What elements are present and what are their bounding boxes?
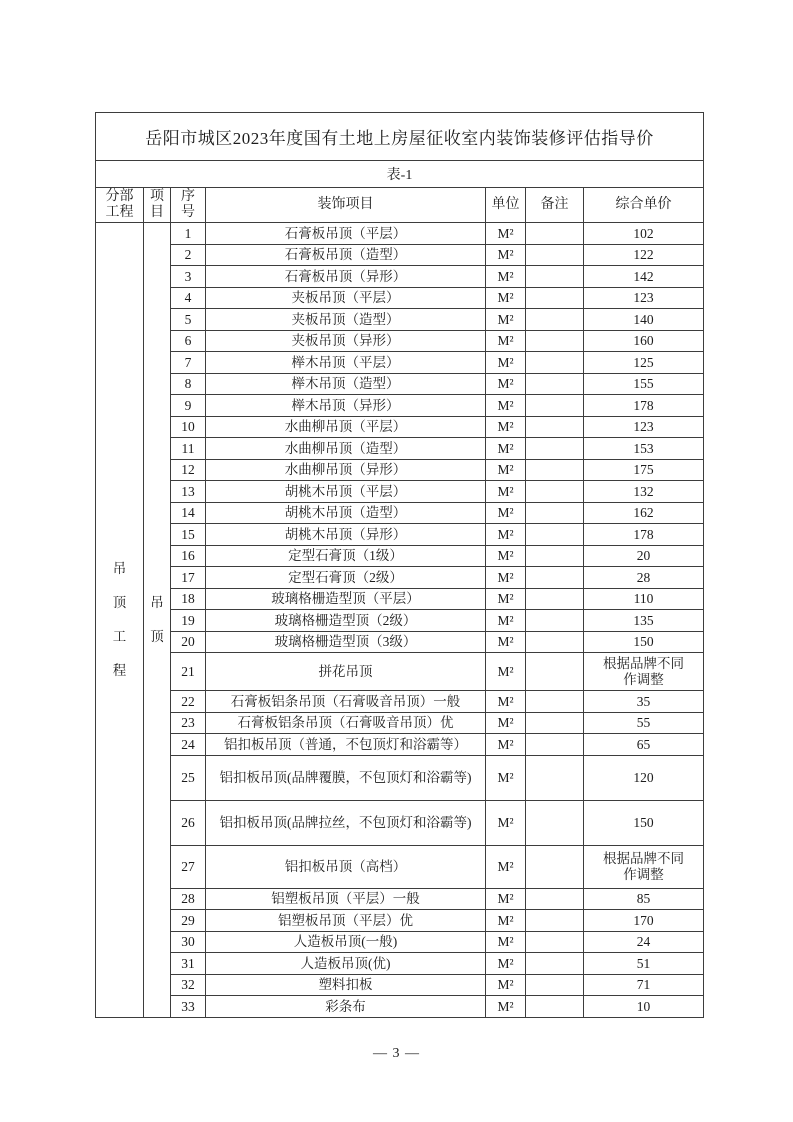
row-item-name: 胡桃木吊顶（平层）: [206, 481, 486, 503]
row-serial: 13: [171, 481, 206, 503]
row-item-name: 定型石膏顶（2级）: [206, 567, 486, 589]
table-label-row: [96, 161, 704, 188]
header-remark: [526, 188, 584, 223]
table-row: [96, 416, 704, 438]
table-row: [96, 588, 704, 610]
row-item-name: 玻璃格栅造型顶（3级）: [206, 631, 486, 653]
row-price: 132: [584, 481, 704, 503]
header-remark-label: 备注: [540, 197, 569, 212]
row-item-name: 石膏板吊顶（平层）: [206, 223, 486, 245]
row-price: 162: [584, 502, 704, 524]
table-row: [96, 800, 704, 845]
header-price-label: 综合单价: [615, 197, 672, 212]
row-item-name: 夹板吊顶（造型）: [206, 309, 486, 331]
row-price: 20: [584, 545, 704, 567]
row-price: 150: [584, 631, 704, 653]
row-serial: 32: [171, 974, 206, 996]
row-price-note: 根据品牌不同作调整: [603, 655, 685, 687]
row-unit: M²: [486, 653, 526, 691]
row-remark: [526, 373, 584, 395]
row-serial: 17: [171, 567, 206, 589]
table-row: [96, 996, 704, 1018]
row-price: [584, 653, 704, 691]
row-remark: [526, 502, 584, 524]
row-remark: [526, 309, 584, 331]
document-title: 岳阳市城区2023年度国有土地上房屋征收室内装饰装修评估指导价: [96, 113, 704, 161]
row-unit: M²: [486, 223, 526, 245]
row-price: 123: [584, 416, 704, 438]
row-serial: 16: [171, 545, 206, 567]
row-remark: [526, 330, 584, 352]
row-price: 155: [584, 373, 704, 395]
row-unit: M²: [486, 287, 526, 309]
row-item-name: 铝扣板吊顶（高档）: [206, 845, 486, 888]
table-label: 表-1: [96, 161, 704, 188]
row-serial: 1: [171, 223, 206, 245]
row-item-name: 水曲柳吊顶（造型）: [206, 438, 486, 460]
row-price-note: 根据品牌不同作调整: [603, 850, 685, 882]
row-unit: M²: [486, 931, 526, 953]
row-price: 140: [584, 309, 704, 331]
row-price: 170: [584, 910, 704, 932]
row-item-name: 铝塑板吊顶（平层）优: [206, 910, 486, 932]
row-item-name: 拼花吊顶: [206, 653, 486, 691]
row-serial: 25: [171, 755, 206, 800]
table-row: [96, 395, 704, 417]
row-price: 178: [584, 524, 704, 546]
row-item-name: 塑料扣板: [206, 974, 486, 996]
row-serial: 10: [171, 416, 206, 438]
table-row: [96, 223, 704, 245]
row-unit: M²: [486, 755, 526, 800]
row-item-name: 石膏板铝条吊顶（石膏吸音吊顶）优: [206, 712, 486, 734]
row-remark: [526, 910, 584, 932]
table-row: [96, 691, 704, 713]
row-unit: M²: [486, 691, 526, 713]
header-item: [206, 188, 486, 223]
table-row: [96, 266, 704, 288]
row-unit: M²: [486, 309, 526, 331]
row-unit: M²: [486, 545, 526, 567]
row-serial: 23: [171, 712, 206, 734]
header-division-label: 分部工程: [105, 189, 134, 220]
row-unit: M²: [486, 800, 526, 845]
row-price: 120: [584, 755, 704, 800]
row-remark: [526, 653, 584, 691]
table-row: [96, 712, 704, 734]
row-unit: M²: [486, 588, 526, 610]
row-unit: M²: [486, 996, 526, 1018]
row-unit: M²: [486, 438, 526, 460]
row-serial: 8: [171, 373, 206, 395]
row-unit: M²: [486, 712, 526, 734]
row-remark: [526, 524, 584, 546]
row-remark: [526, 974, 584, 996]
row-serial: 6: [171, 330, 206, 352]
row-remark: [526, 996, 584, 1018]
table-row: [96, 309, 704, 331]
row-remark: [526, 588, 584, 610]
row-item-name: 人造板吊顶(一般): [206, 931, 486, 953]
table-row: [96, 610, 704, 632]
row-price: 153: [584, 438, 704, 460]
table-row: [96, 524, 704, 546]
row-serial: 18: [171, 588, 206, 610]
table-row: [96, 438, 704, 460]
row-remark: [526, 287, 584, 309]
row-serial: 9: [171, 395, 206, 417]
table-header-row: [96, 188, 704, 223]
header-serial-label: 序号: [181, 189, 195, 220]
row-remark: [526, 631, 584, 653]
row-remark: [526, 266, 584, 288]
row-remark: [526, 352, 584, 374]
header-project: [144, 188, 171, 223]
table-row: [96, 330, 704, 352]
header-item-label: 装饰项目: [317, 197, 374, 212]
row-item-name: 石膏板吊顶（异形）: [206, 266, 486, 288]
row-price: 35: [584, 691, 704, 713]
row-item-name: 石膏板吊顶（造型）: [206, 244, 486, 266]
row-serial: 15: [171, 524, 206, 546]
header-serial: [171, 188, 206, 223]
row-item-name: 铝扣板吊顶（普通，不包顶灯和浴霸等）: [206, 734, 486, 756]
row-unit: M²: [486, 845, 526, 888]
header-project-label: 项目: [150, 189, 164, 220]
row-price: 125: [584, 352, 704, 374]
row-item-name: 彩条布: [206, 996, 486, 1018]
row-serial: 5: [171, 309, 206, 331]
row-serial: 24: [171, 734, 206, 756]
row-unit: M²: [486, 974, 526, 996]
row-item-name: 铝扣板吊顶(品牌覆膜，不包顶灯和浴霸等): [206, 755, 486, 800]
row-unit: M²: [486, 352, 526, 374]
row-price: 71: [584, 974, 704, 996]
row-item-name: 水曲柳吊顶（异形）: [206, 459, 486, 481]
price-table: [95, 112, 704, 1018]
table-row: [96, 974, 704, 996]
table-row: [96, 755, 704, 800]
row-item-name: 胡桃木吊顶（造型）: [206, 502, 486, 524]
row-serial: 29: [171, 910, 206, 932]
page-number: — 3 —: [373, 1046, 420, 1061]
row-unit: M²: [486, 567, 526, 589]
table-row: [96, 734, 704, 756]
row-remark: [526, 755, 584, 800]
row-price: 178: [584, 395, 704, 417]
row-item-name: 玻璃格栅造型顶（平层）: [206, 588, 486, 610]
row-unit: M²: [486, 395, 526, 417]
row-item-name: 铝塑板吊顶（平层）一般: [206, 888, 486, 910]
row-item-name: 胡桃木吊顶（异形）: [206, 524, 486, 546]
division-group-cell: [96, 223, 144, 1018]
row-item-name: 石膏板铝条吊顶（石膏吸音吊顶）一般: [206, 691, 486, 713]
header-unit: [486, 188, 526, 223]
table-row: [96, 888, 704, 910]
row-remark: [526, 845, 584, 888]
row-remark: [526, 416, 584, 438]
row-remark: [526, 223, 584, 245]
row-remark: [526, 395, 584, 417]
row-serial: 11: [171, 438, 206, 460]
row-unit: M²: [486, 416, 526, 438]
row-unit: M²: [486, 524, 526, 546]
row-item-name: 定型石膏顶（1级）: [206, 545, 486, 567]
row-remark: [526, 953, 584, 975]
row-serial: 28: [171, 888, 206, 910]
header-unit-label: 单位: [491, 197, 520, 212]
row-unit: M²: [486, 502, 526, 524]
row-price: 24: [584, 931, 704, 953]
row-remark: [526, 567, 584, 589]
row-serial: 20: [171, 631, 206, 653]
row-unit: M²: [486, 610, 526, 632]
row-remark: [526, 888, 584, 910]
row-item-name: 夹板吊顶（平层）: [206, 287, 486, 309]
row-item-name: 人造板吊顶(优): [206, 953, 486, 975]
row-item-name: 榉木吊顶（异形）: [206, 395, 486, 417]
row-unit: M²: [486, 330, 526, 352]
row-serial: 33: [171, 996, 206, 1018]
table-row: [96, 910, 704, 932]
row-unit: M²: [486, 734, 526, 756]
row-serial: 19: [171, 610, 206, 632]
header-price: [584, 188, 704, 223]
row-serial: 7: [171, 352, 206, 374]
row-unit: M²: [486, 888, 526, 910]
row-price: 110: [584, 588, 704, 610]
row-price: 51: [584, 953, 704, 975]
row-unit: M²: [486, 266, 526, 288]
row-serial: 27: [171, 845, 206, 888]
table-row: [96, 481, 704, 503]
row-price: 160: [584, 330, 704, 352]
table-row: [96, 631, 704, 653]
row-serial: 2: [171, 244, 206, 266]
table-row: [96, 953, 704, 975]
row-serial: 21: [171, 653, 206, 691]
row-unit: M²: [486, 373, 526, 395]
row-remark: [526, 481, 584, 503]
row-unit: M²: [486, 631, 526, 653]
row-price: 150: [584, 800, 704, 845]
table-row: [96, 545, 704, 567]
row-remark: [526, 438, 584, 460]
table-row: [96, 287, 704, 309]
row-unit: M²: [486, 459, 526, 481]
row-item-name: 玻璃格栅造型顶（2级）: [206, 610, 486, 632]
table-row: [96, 653, 704, 691]
row-remark: [526, 459, 584, 481]
row-serial: 14: [171, 502, 206, 524]
row-price: 102: [584, 223, 704, 245]
row-serial: 4: [171, 287, 206, 309]
row-serial: 3: [171, 266, 206, 288]
row-price: [584, 845, 704, 888]
row-unit: M²: [486, 953, 526, 975]
title-row: [96, 113, 704, 161]
row-unit: M²: [486, 910, 526, 932]
row-serial: 31: [171, 953, 206, 975]
row-serial: 26: [171, 800, 206, 845]
row-item-name: 铝扣板吊顶(品牌拉丝，不包顶灯和浴霸等): [206, 800, 486, 845]
row-item-name: 榉木吊顶（平层）: [206, 352, 486, 374]
row-serial: 30: [171, 931, 206, 953]
table-body: [96, 223, 704, 1018]
header-division: [96, 188, 144, 223]
row-item-name: 夹板吊顶（异形）: [206, 330, 486, 352]
row-serial: 22: [171, 691, 206, 713]
project-group-cell: [144, 223, 171, 1018]
table-row: [96, 931, 704, 953]
row-price: 65: [584, 734, 704, 756]
row-price: 55: [584, 712, 704, 734]
row-remark: [526, 734, 584, 756]
row-remark: [526, 931, 584, 953]
table-row: [96, 845, 704, 888]
row-remark: [526, 545, 584, 567]
table-row: [96, 459, 704, 481]
row-item-name: 榉木吊顶（造型）: [206, 373, 486, 395]
table-row: [96, 352, 704, 374]
row-price: 85: [584, 888, 704, 910]
row-remark: [526, 712, 584, 734]
row-remark: [526, 244, 584, 266]
row-price: 142: [584, 266, 704, 288]
row-price: 123: [584, 287, 704, 309]
table-row: [96, 567, 704, 589]
row-price: 10: [584, 996, 704, 1018]
division-group-label: 吊顶工程: [112, 560, 127, 678]
row-unit: M²: [486, 244, 526, 266]
row-remark: [526, 691, 584, 713]
table-row: [96, 373, 704, 395]
row-price: 175: [584, 459, 704, 481]
table-row: [96, 244, 704, 266]
row-unit: M²: [486, 481, 526, 503]
row-item-name: 水曲柳吊顶（平层）: [206, 416, 486, 438]
row-remark: [526, 610, 584, 632]
table-row: [96, 502, 704, 524]
project-group-label: 吊顶: [150, 594, 164, 644]
row-price: 122: [584, 244, 704, 266]
row-price: 135: [584, 610, 704, 632]
row-price: 28: [584, 567, 704, 589]
row-serial: 12: [171, 459, 206, 481]
row-remark: [526, 800, 584, 845]
